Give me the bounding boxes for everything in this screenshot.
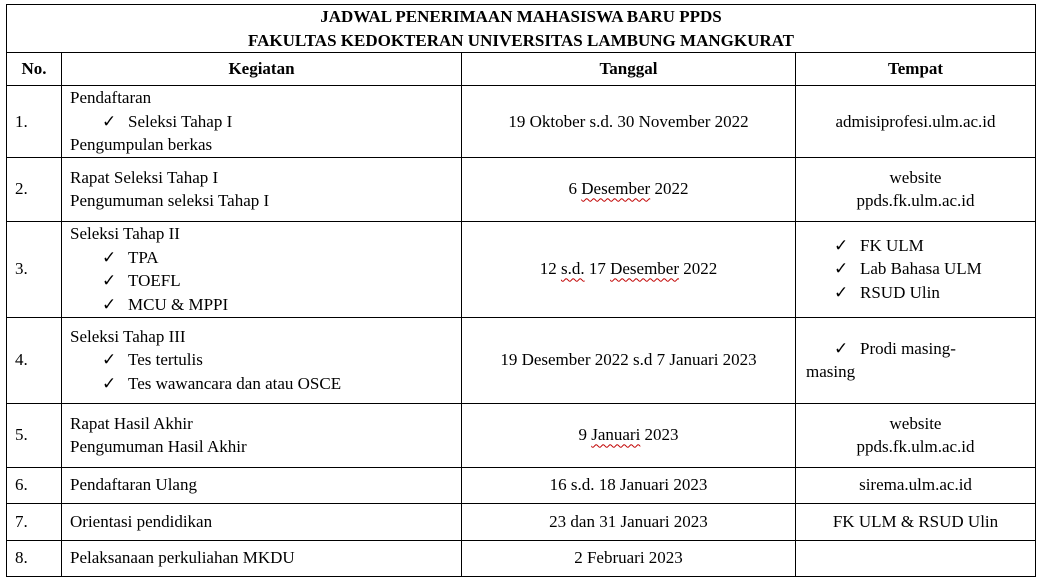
checklist-item bbox=[70, 372, 453, 396]
row-number: 5. bbox=[7, 403, 62, 467]
checklist-item-label: Tes tertulis bbox=[128, 350, 203, 370]
spellcheck-word: Januari bbox=[591, 425, 641, 445]
place-line: website bbox=[889, 167, 942, 187]
row-number: 1. bbox=[7, 86, 62, 158]
place-cell bbox=[796, 221, 1036, 317]
checklist-item-label: Seleksi Tahap I bbox=[128, 111, 233, 131]
checklist-item bbox=[806, 337, 1027, 361]
header-row bbox=[7, 53, 1036, 86]
spellcheck-word: s.d. bbox=[560, 259, 585, 279]
activity-cell bbox=[62, 403, 462, 467]
table-row bbox=[7, 157, 1036, 221]
check-icon: ✓ bbox=[102, 373, 117, 393]
date-part: 12 bbox=[539, 259, 561, 279]
row-number: 2. bbox=[7, 157, 62, 221]
date-cell bbox=[462, 157, 796, 221]
checklist-item-label: TPA bbox=[128, 247, 159, 267]
activity-cell bbox=[62, 86, 462, 158]
checklist-item-label: Lab Bahasa ULM bbox=[860, 259, 982, 279]
date-cell: 19 Oktober s.d. 30 November 2022 bbox=[462, 86, 796, 158]
check-icon: ✓ bbox=[834, 338, 849, 358]
activity-line: Pengumuman seleksi Tahap I bbox=[70, 191, 270, 210]
activity-line: Rapat Hasil Akhir bbox=[70, 413, 193, 433]
header-tempat: Tempat bbox=[796, 53, 1036, 86]
header-no: No. bbox=[7, 53, 62, 86]
checklist-item-label: TOEFL bbox=[128, 271, 181, 290]
spellcheck-word: Desember bbox=[610, 259, 680, 279]
schedule-table bbox=[6, 4, 1036, 577]
date-cell: 19 Desember 2022 s.d 7 Januari 2023 bbox=[462, 317, 796, 403]
row-number: 3. bbox=[7, 221, 62, 317]
row-number: 7. bbox=[7, 503, 62, 540]
header-kegiatan: Kegiatan bbox=[62, 53, 462, 86]
spellcheck-word: Desember bbox=[581, 179, 651, 199]
activity-cell: Pendaftaran Ulang bbox=[62, 467, 462, 503]
date-cell: 16 s.d. 18 Januari 2023 bbox=[462, 467, 796, 503]
table-row bbox=[7, 503, 1036, 540]
check-icon: ✓ bbox=[102, 271, 117, 290]
checklist-item bbox=[806, 281, 1027, 305]
check-icon: ✓ bbox=[102, 247, 117, 267]
activity-cell bbox=[62, 317, 462, 403]
checklist-item-label: FK ULM bbox=[860, 235, 924, 255]
place-cell bbox=[796, 317, 1036, 403]
table-row bbox=[7, 221, 1036, 317]
place-cell: admisiprofesi.ulm.ac.id bbox=[796, 86, 1036, 158]
checklist-item bbox=[70, 269, 453, 293]
table-row bbox=[7, 540, 1036, 576]
date-part: 9 bbox=[578, 425, 592, 445]
table-row bbox=[7, 317, 1036, 403]
row-number: 6. bbox=[7, 467, 62, 503]
checklist-item bbox=[806, 234, 1027, 258]
place-line: website bbox=[889, 413, 942, 433]
checklist-item bbox=[70, 293, 453, 317]
place-line: masing bbox=[806, 362, 856, 381]
place-cell bbox=[796, 540, 1036, 576]
date-part: 2023 bbox=[640, 425, 679, 445]
date-cell: 2 Februari 2023 bbox=[462, 540, 796, 576]
checklist-item-label: MCU & MPPI bbox=[128, 294, 229, 314]
checklist-item bbox=[70, 348, 453, 372]
table-row bbox=[7, 86, 1036, 158]
table-row bbox=[7, 467, 1036, 503]
activity-cell: Pelaksanaan perkuliahan MKDU bbox=[62, 540, 462, 576]
place-line: ppds.fk.ulm.ac.id bbox=[856, 191, 975, 210]
activity-line: Rapat Seleksi Tahap I bbox=[70, 167, 219, 187]
date-cell bbox=[462, 221, 796, 317]
check-icon: ✓ bbox=[834, 235, 849, 255]
activity-line: Seleksi Tahap II bbox=[70, 224, 180, 243]
place-line: ppds.fk.ulm.ac.id bbox=[856, 437, 975, 456]
check-icon: ✓ bbox=[834, 259, 849, 279]
activity-cell: Orientasi pendidikan bbox=[62, 503, 462, 540]
checklist-item bbox=[70, 110, 453, 134]
activity-cell bbox=[62, 221, 462, 317]
checklist-item bbox=[70, 246, 453, 270]
check-icon: ✓ bbox=[102, 111, 117, 131]
check-icon: ✓ bbox=[102, 294, 117, 314]
activity-line: Pendaftaran bbox=[70, 88, 152, 107]
table-row bbox=[7, 403, 1036, 467]
date-part: 2022 bbox=[679, 259, 718, 279]
date-cell: 23 dan 31 Januari 2023 bbox=[462, 503, 796, 540]
checklist-item-label: Prodi masing- bbox=[860, 338, 956, 358]
header-tanggal: Tanggal bbox=[462, 53, 796, 86]
row-number: 4. bbox=[7, 317, 62, 403]
place-cell bbox=[796, 157, 1036, 221]
checklist-item bbox=[806, 257, 1027, 281]
date-part: 2022 bbox=[650, 179, 689, 199]
row-number: 8. bbox=[7, 540, 62, 576]
activity-line: Pengumuman Hasil Akhir bbox=[70, 437, 247, 456]
checklist-item-label: RSUD Ulin bbox=[860, 282, 940, 302]
date-cell bbox=[462, 403, 796, 467]
place-cell: FK ULM & RSUD Ulin bbox=[796, 503, 1036, 540]
checklist-item-label: Tes wawancara dan atau OSCE bbox=[128, 373, 342, 393]
date-part: 6 bbox=[568, 179, 582, 199]
check-icon: ✓ bbox=[834, 282, 849, 302]
activity-line: Seleksi Tahap III bbox=[70, 326, 186, 346]
title-line-1: JADWAL PENERIMAAN MAHASISWA BARU PPDS bbox=[320, 7, 722, 26]
activity-line: Pengumpulan berkas bbox=[70, 135, 213, 154]
check-icon: ✓ bbox=[102, 350, 117, 370]
date-part: 17 bbox=[584, 259, 611, 279]
place-cell: sirema.ulm.ac.id bbox=[796, 467, 1036, 503]
activity-cell bbox=[62, 157, 462, 221]
table-title bbox=[7, 5, 1036, 53]
place-cell bbox=[796, 403, 1036, 467]
title-line-2: FAKULTAS KEDOKTERAN UNIVERSITAS LAMBUNG MANGKURAT bbox=[248, 30, 794, 50]
